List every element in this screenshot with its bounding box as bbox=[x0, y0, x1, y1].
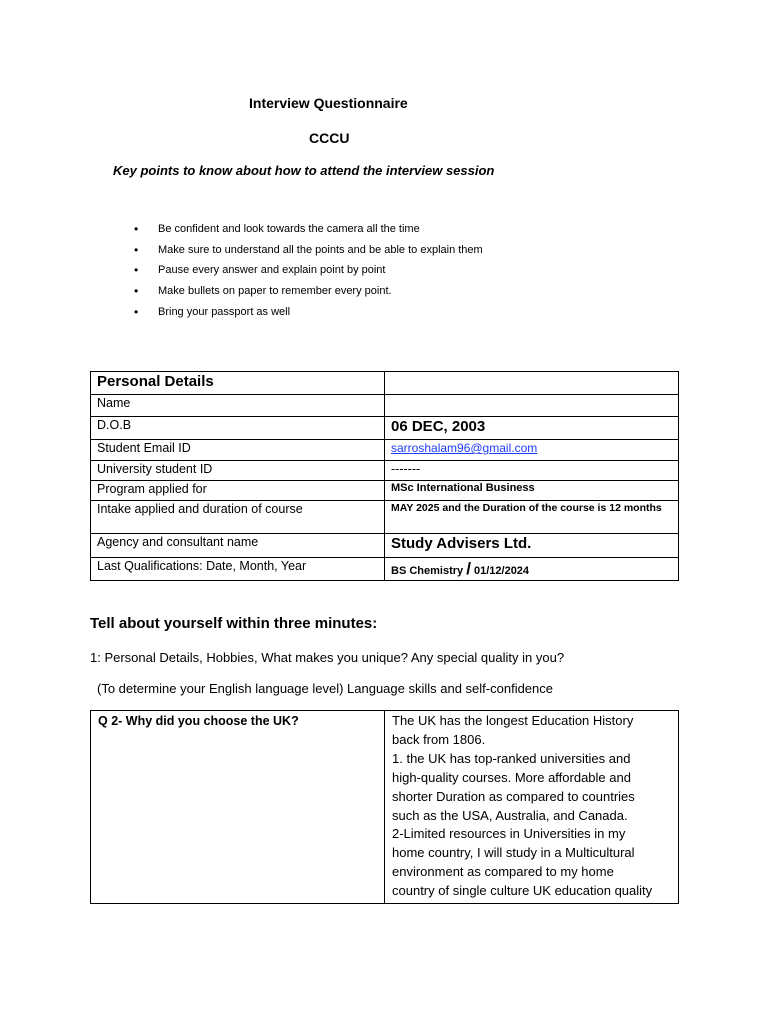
email-link[interactable]: sarroshalam96@gmail.com bbox=[391, 441, 538, 455]
table-cell-label: Intake applied and duration of course bbox=[91, 501, 385, 534]
student-id-value: ------- bbox=[385, 461, 679, 481]
personal-details-heading: Personal Details bbox=[91, 372, 385, 395]
table-cell bbox=[385, 372, 679, 395]
table-cell-label: University student ID bbox=[91, 461, 385, 481]
answer-line: shorter Duration as compared to countries bbox=[392, 788, 635, 804]
personal-details-table bbox=[90, 371, 679, 581]
table-cell-label: Last Qualifications: Date, Month, Year bbox=[91, 558, 385, 581]
question-2-label: Q 2- Why did you choose the UK? bbox=[91, 711, 385, 904]
table-cell-label: Name bbox=[91, 395, 385, 417]
intake-value: MAY 2025 and the Duration of the course is 12 months bbox=[385, 501, 679, 534]
qualification-date: 01/12/2024 bbox=[470, 565, 530, 577]
answer-line: environment as compared to my home bbox=[392, 864, 614, 880]
table-row bbox=[91, 711, 679, 904]
table-row bbox=[91, 372, 679, 395]
answer-line: 2-Limited resources in Universities in my bbox=[392, 826, 626, 842]
table-cell-label: Program applied for bbox=[91, 481, 385, 501]
answer-line: such as the USA, Australia, and Canada. bbox=[392, 807, 628, 823]
answer-line: home country, I will study in a Multicultural bbox=[392, 845, 635, 861]
table-row bbox=[91, 481, 679, 501]
document-title: Interview Questionnaire bbox=[249, 95, 408, 111]
dob-value: 06 DEC, 2003 bbox=[385, 417, 679, 440]
table-cell-label: Student Email ID bbox=[91, 440, 385, 461]
qualification-degree: BS Chemistry bbox=[391, 565, 467, 577]
list-item: • Pause every answer and explain point by point bbox=[134, 261, 483, 282]
question-1: 1: Personal Details, Hobbies, What makes you unique? Any special quality in you? bbox=[90, 650, 565, 665]
qualification-value bbox=[385, 558, 679, 581]
name-value bbox=[385, 395, 679, 417]
answer-line: country of single culture UK education quality bbox=[392, 883, 653, 899]
list-item: • Bring your passport as well bbox=[134, 303, 483, 324]
answer-line: The UK has the longest Education History bbox=[392, 713, 634, 728]
key-points-heading: Key points to know about how to attend the interview session bbox=[113, 163, 495, 178]
list-item: • Be confident and look towards the camera all the time bbox=[134, 220, 483, 241]
answer-line: 1. the UK has top-ranked universities and bbox=[392, 750, 631, 766]
answer-line: high-quality courses. More affordable and bbox=[392, 769, 631, 785]
table-row bbox=[91, 534, 679, 558]
agency-value: Study Advisers Ltd. bbox=[385, 534, 679, 558]
table-cell-label: D.O.B bbox=[91, 417, 385, 440]
table-row bbox=[91, 395, 679, 417]
email-cell bbox=[385, 440, 679, 461]
table-row bbox=[91, 558, 679, 581]
table-row bbox=[91, 461, 679, 481]
table-row bbox=[91, 440, 679, 461]
list-item: • Make bullets on paper to remember every point. bbox=[134, 282, 483, 303]
question-2-table bbox=[90, 710, 679, 904]
tell-about-heading: Tell about yourself within three minutes: bbox=[90, 615, 378, 632]
question-2-answer bbox=[385, 711, 679, 904]
document-subtitle: CCCU bbox=[309, 130, 350, 146]
program-value: MSc International Business bbox=[385, 481, 679, 501]
answer-line: back from 1806. bbox=[392, 731, 486, 747]
table-row bbox=[91, 501, 679, 534]
table-cell-label: Agency and consultant name bbox=[91, 534, 385, 558]
list-item: • Make sure to understand all the points and be able to explain them bbox=[134, 241, 483, 262]
key-points-list bbox=[134, 220, 483, 323]
qualification-slash: / bbox=[466, 559, 471, 578]
table-row bbox=[91, 417, 679, 440]
question-1-note: (To determine your English language level) Language skills and self-confidence bbox=[97, 681, 553, 696]
